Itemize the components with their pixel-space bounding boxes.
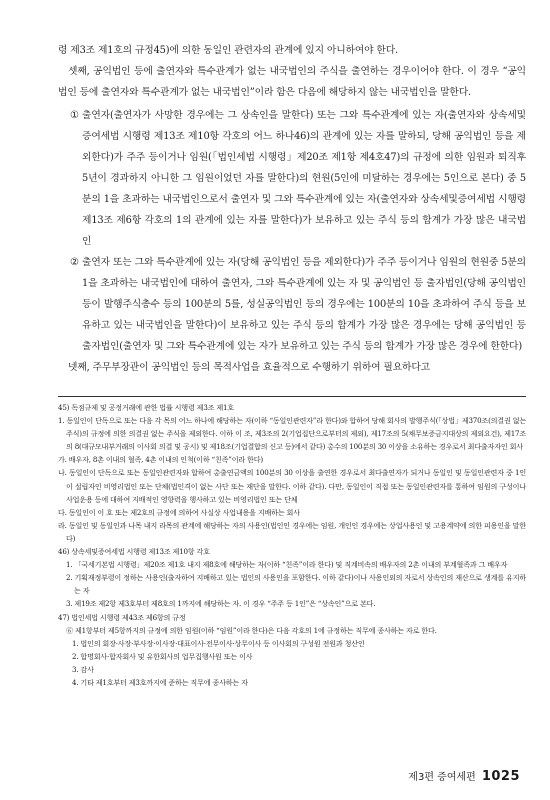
footnote-46-title: 46) 상속세및증여세법 시행령 제13조 제10항 각호 xyxy=(58,547,210,557)
footnote-45-item-da: 다. 동일인이 이 호 또는 제2호의 규정에 의하여 사실상 사업내용을 지배하는 회사 xyxy=(58,507,300,517)
condition-item-1 xyxy=(58,105,526,252)
paragraph-continuation: 령 제3조 제1호의 규정45)에 의한 동일인 관련자의 관계에 있지 아니하여야 한다. xyxy=(58,45,399,56)
footnote-47-item-3: 3. 감사 xyxy=(72,664,94,674)
main-text xyxy=(58,40,526,378)
page-footer xyxy=(408,768,520,784)
page-number: 1025 xyxy=(481,769,520,784)
footnotes xyxy=(58,401,526,689)
footnote-45-item-ga: 가. 배우자, 8촌 이내의 혈족, 4촌 이내의 인척(이하 “친족”이라 한다) xyxy=(58,455,263,465)
footnote-45-item-1: 1. 동일인이 단독으로 또는 다음 각 목의 어느 하나에 해당하는 자(이하 “동일인관련자”라 한다)와 합하여 당해 회사의 발행주식(「상법」제370조(의결권 없는 주식)의 규정에 의한 의결권 없는 주식을 제외한다. 이하 이 조, 제3조의 2(기업집단으로부터의 제외), 제17조의 5(채무보증금지대상의 제외요건), 제17조의 8(대규모내부거래의 이사회 의결 및 공시) 및 제18조(기업결합의 신고 등)에서 같다) 총수의 100분의 30 이상을 소유하는 경우로서 최다출자자인 회사 xyxy=(58,416,526,452)
paragraph-third-condition: 셋째, 공익법인 등에 출연자와 특수관계가 없는 내국법인의 주식을 출연하는 경우이어야 한다. 이 경우 “공익법인 등에 출연자와 특수관계가 없는 내국법인”이라 함은 다음에 해당하지 않는 내국법인을 말한다. xyxy=(58,66,526,98)
footnote-47-title: 47) 법인세법 시행령 제43조 제6항의 규정 xyxy=(58,612,186,622)
item-text: 출연자(출연자가 사망한 경우에는 그 상속인을 말한다) 또는 그와 특수관계에 있는 자(출연자와 상속세및증여세법 시행령 제13조 제10항 각호의 어느 하나46)의 관계에 있는 자를 말하되, 당해 공익법인 등을 제외한다)가 주주 등이거나 임원(「법인세법 시행령」제20조 제1항 제4호47)의 규정에 의한 임원과 퇴직후 5년이 경과하지 아니한 그 임원이었던 자를 말한다)의 현원(5인에 미달하는 경우에는 5인으로 본다) 중 5분의 1을 초과하는 내국법인으로서 출연자 및 그와 특수관계에 있는 자(출연자와 상속세및증여세법 시행령 제13조 제6항 각호의 1의 관계에 있는 자를 말한다)가 보유하고 있는 주식 등의 합계가 가장 많은 내국법인 xyxy=(82,110,526,247)
section-title: 제3편 증여세편 xyxy=(408,772,476,783)
item-marker: ② xyxy=(70,257,79,268)
item-text: 출연자 또는 그와 특수관계에 있는 자(당해 공익법인 등을 제외한다)가 주주 등이거나 임원의 현원중 5분의 1을 초과하는 내국법인에 대하여 출연자, 그와 특수관계에 있는 자 및 공익법인 등 출자법인(당해 공익법인 등이 발행주식총수 등의 100분의 5를, 성실공익법인 등의 경우에는 100분의 10을 초과하여 주식 등을 보유하고 있는 내국법인을 말한다)이 보유하고 있는 주식 등의 합계가 가장 많은 경우에는 당해 공익법인 등 출자법인(출연자 및 그와 특수관계에 있는 자가 보유하고 있는 주식 등의 합계가 가장 많은 경우에 한한다) xyxy=(82,257,526,352)
footnote-45-item-na: 나. 동일인이 단독으로 또는 동일인관련자와 합하여 총출연금액의 100분의 30 이상을 출연한 경우로서 최다출연자가 되거나 동일인 및 동일인관련자 중 1인이 설립자인 비영리법인 또는 단체(법인격이 없는 사단 또는 재단을 말한다. 이하 같다). 다만, 동일인이 직접 또는 동일인관련자를 통하여 임원의 구성이나 사업운용 등에 대하여 지배적인 영향력을 행사하고 있는 비영리법인 또는 단체 xyxy=(58,468,526,504)
footnote-47-item-4: 4. 기타 제1호부터 제3호까지에 준하는 직무에 종사하는 자 xyxy=(72,677,248,687)
footnote-45-item-ra: 라. 동일인 및 동일인과 나목 내지 라목의 관계에 해당하는 자의 사용인(법인인 경우에는 임원, 개인인 경우에는 상업사용인 및 고용계약에 의한 피용인을 말한다) xyxy=(58,520,526,543)
condition-list xyxy=(58,105,526,357)
condition-item-2 xyxy=(58,252,526,357)
footnote-46-item-1: 1. 「국세기본법 시행령」제20조 제1호 내지 제8호에 해당하는 자(이하 “친족”이라 한다) 및 직계비속의 배우자의 2촌 이내의 부계혈족과 그 배우자 xyxy=(66,560,508,570)
paragraph-fourth-condition: 넷째, 주무부장관이 공익법인 등의 목적사업을 효율적으로 수행하기 위하여 필요하다고 xyxy=(68,362,430,373)
footnote-45-title: 45) 독점규제 및 공정거래에 관한 법률 시행령 제3조 제1호 xyxy=(58,403,234,412)
document-page xyxy=(58,40,526,689)
footnote-47-item-2: 2. 합명회사·합자회사 및 유한회사의 업무집행사원 또는 이사 xyxy=(72,651,253,661)
footnote-46-item-2: 2. 기획재정부령이 정하는 사용인(출자하여 지배하고 있는 법인의 사용인을 포함한다. 이하 같다)이나 사용인외의 자로서 상속인의 재산으로 생계를 유지하는 자 xyxy=(66,573,526,596)
footnote-divider xyxy=(58,396,526,397)
footnote-46-item-3: 3. 제19조 제2항 제3호부터 제8호의 1까지에 해당하는 자. 이 경우 “주주 등 1인”은 “상속인”으로 본다. xyxy=(66,599,376,609)
footnote-47-item-1: 1. 법인의 회장·사장·부사장·이사장·대표이사·전무이사·상무이사 등 이사회의 구성원 전원과 청산인 xyxy=(72,638,365,648)
footnote-47-para-6: ⑥ 제1항부터 제5항까지의 규정에 의한 임원(이하 “임원”이라 한다)은 다음 각호의 1에 규정하는 직무에 종사하는 자로 한다. xyxy=(66,625,437,635)
item-marker: ① xyxy=(70,110,79,121)
